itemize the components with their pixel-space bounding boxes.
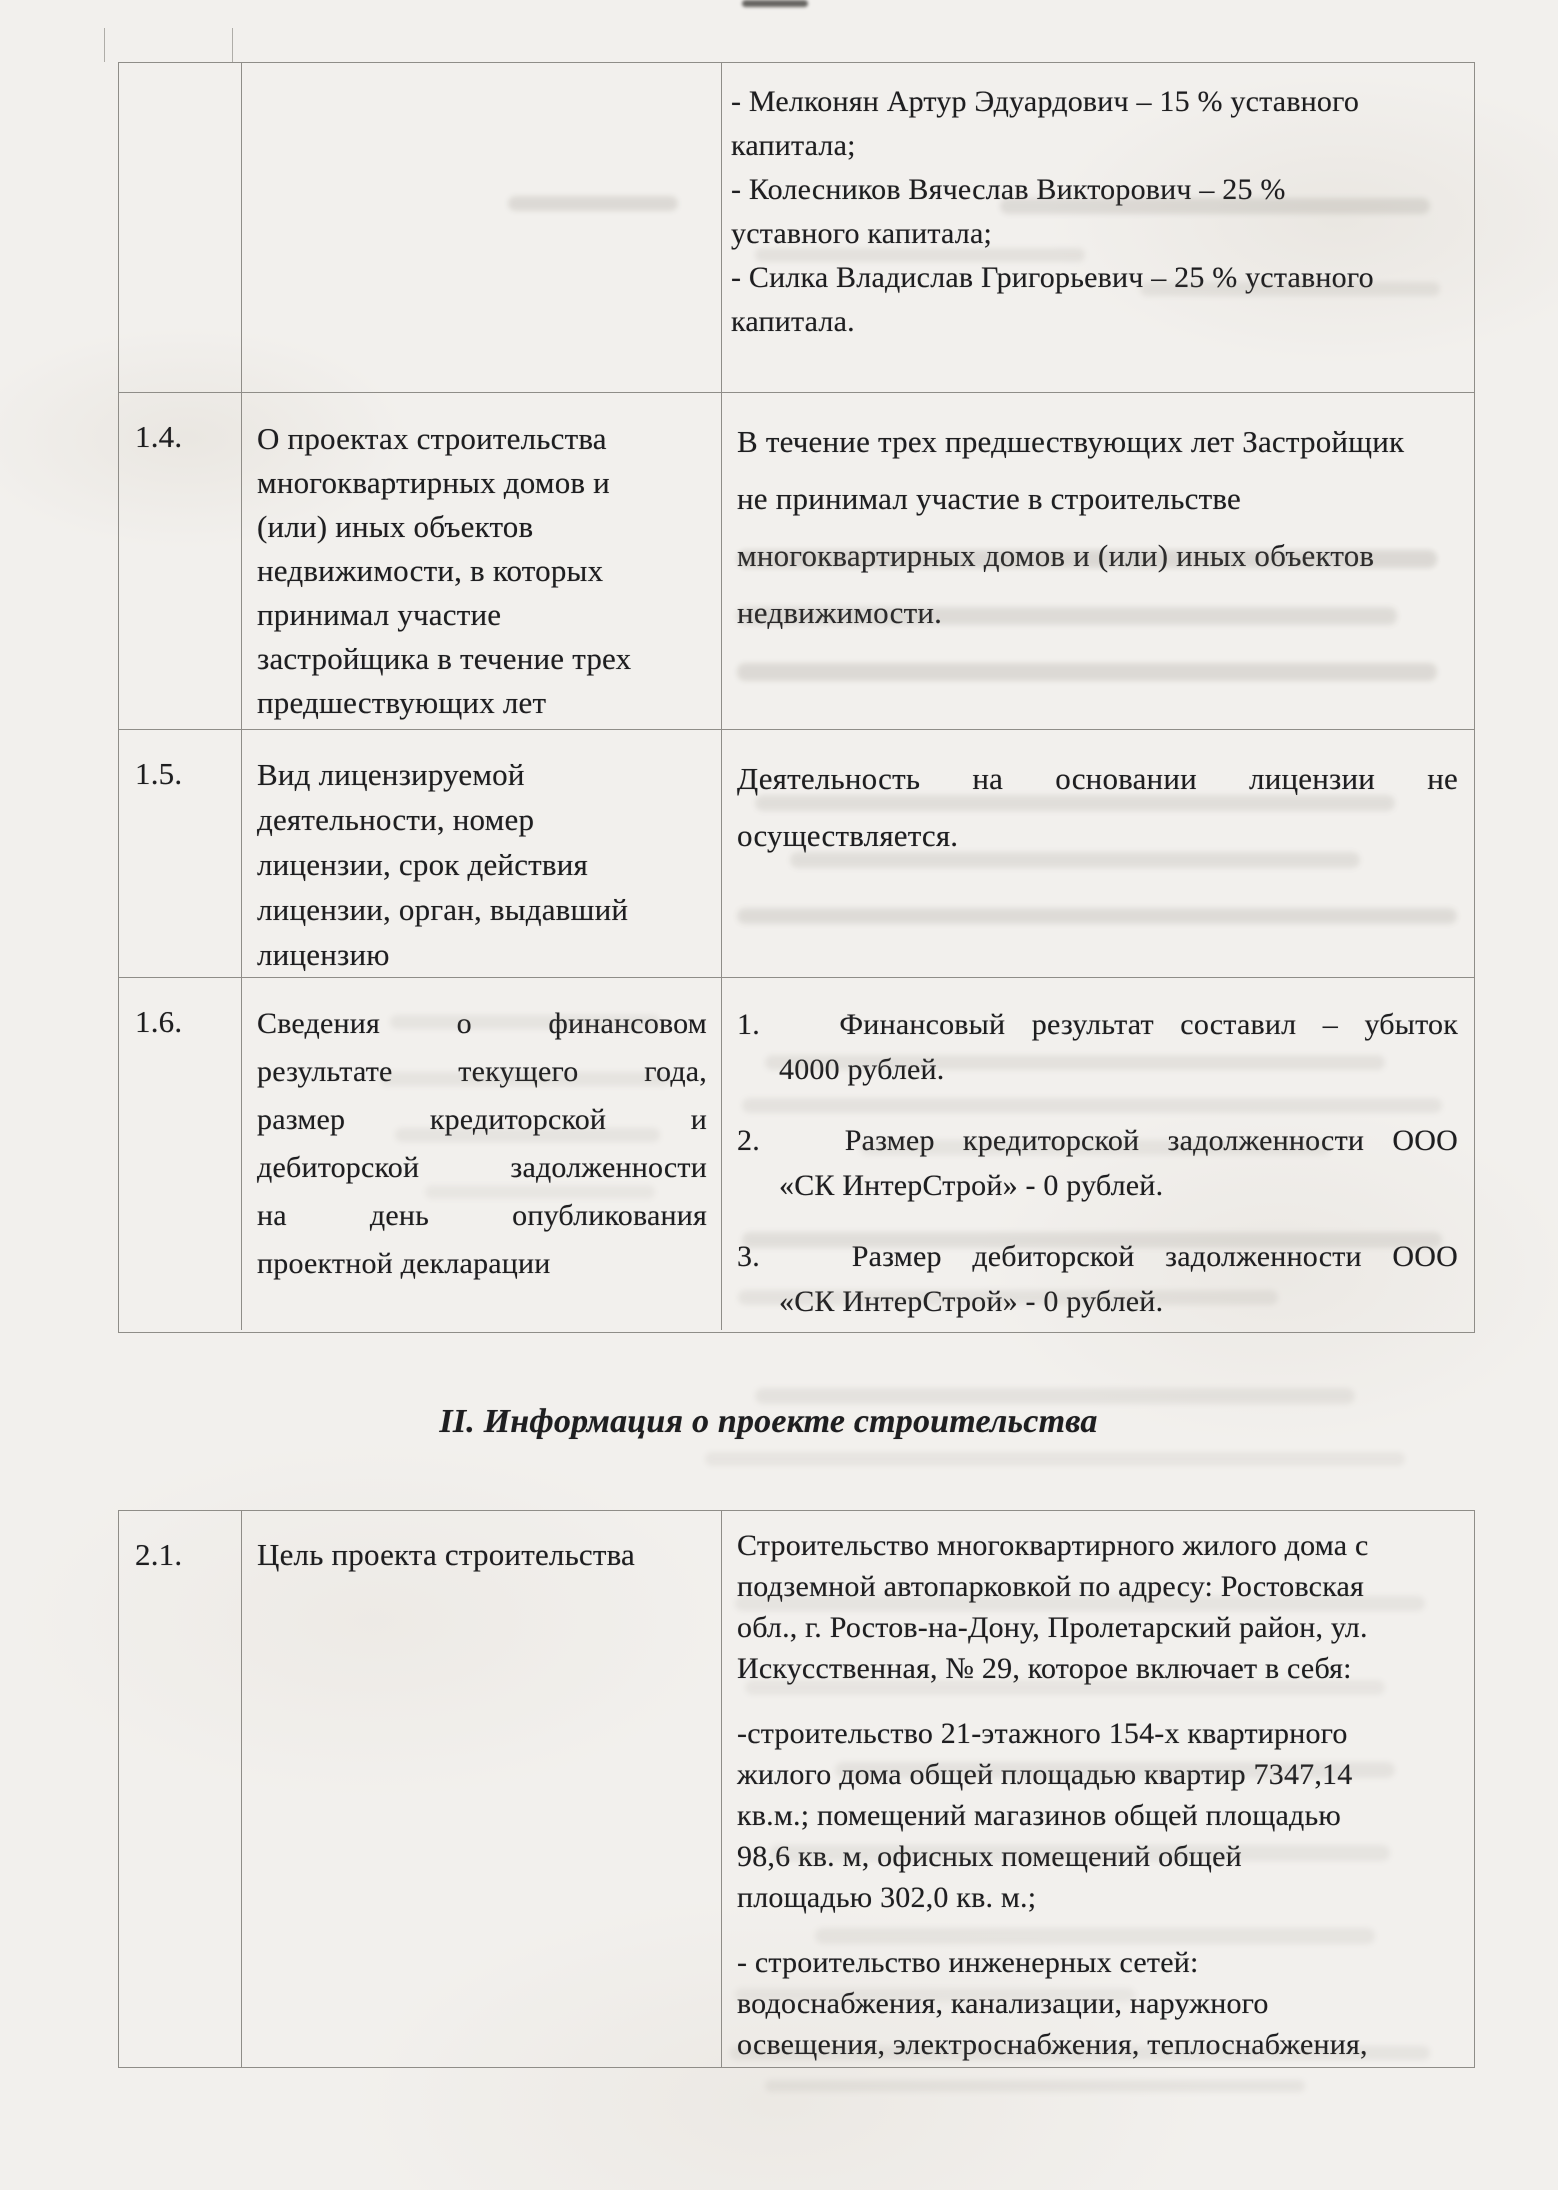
table-row-2-1 bbox=[119, 1511, 1474, 2067]
scan-line-stub-right bbox=[232, 28, 233, 62]
cell-label-empty bbox=[241, 63, 721, 392]
financial-item-1 bbox=[737, 1002, 1458, 1092]
cell-label-license bbox=[241, 730, 721, 977]
scan-smudge-artifact bbox=[742, 0, 808, 7]
text-line: недвижимости. bbox=[737, 595, 943, 630]
text-line: 98,6 кв. м, офисных помещений общей bbox=[737, 1840, 1242, 1873]
text-line: размер кредиторской и bbox=[257, 1103, 707, 1136]
text-line: О проектах строительства bbox=[257, 421, 607, 456]
text-line: результате текущего года, bbox=[257, 1055, 707, 1088]
text-line: лицензии, срок действия bbox=[257, 847, 589, 882]
section-2-heading: II. Информация о проекте строительства bbox=[439, 1402, 1098, 1440]
text-line: подземной автопарковкой по адресу: Ростовская bbox=[737, 1570, 1365, 1603]
text-line: Строительство многоквартирного жилого дома с bbox=[737, 1529, 1369, 1562]
text-line: Сведения о финансовом bbox=[257, 1007, 707, 1040]
bleed-through-artifact bbox=[742, 1232, 1442, 1248]
text-line: 4000 рублей. bbox=[779, 1053, 945, 1086]
cell-label-financial-result bbox=[241, 978, 721, 1330]
text-line: многоквартирных домов и (или) иных объектов bbox=[737, 538, 1375, 573]
bleed-through-artifact bbox=[790, 852, 1360, 868]
bleed-through-artifact bbox=[835, 1762, 1395, 1778]
text-line: уставного капитала; bbox=[731, 217, 993, 250]
row-number: 1.6. bbox=[135, 1004, 183, 1039]
bleed-through-artifact bbox=[390, 1015, 660, 1029]
cell-founders-shares bbox=[721, 63, 1474, 392]
bleed-through-artifact bbox=[755, 795, 1395, 811]
bleed-through-artifact bbox=[742, 1098, 1442, 1113]
text-line: осуществляется. bbox=[737, 818, 959, 853]
bleed-through-artifact bbox=[395, 1128, 660, 1142]
text-line: проектной декларации bbox=[257, 1247, 551, 1280]
bleed-through-artifact bbox=[1140, 282, 1440, 296]
bleed-through-artifact bbox=[738, 1290, 1278, 1305]
text-line: застройщика в течение трех bbox=[257, 641, 632, 676]
text-line: - Мелконян Артур Эдуардович – 15 % уставного bbox=[731, 85, 1360, 118]
bleed-through-artifact bbox=[730, 2046, 1430, 2060]
text-line: капитала; bbox=[731, 129, 856, 162]
bleed-through-artifact bbox=[705, 1452, 1405, 1466]
text-line: обл., г. Ростов-на-Дону, Пролетарский район, ул. bbox=[737, 1611, 1368, 1644]
text-line: деятельности, номер bbox=[257, 802, 535, 837]
bleed-through-artifact bbox=[737, 607, 1397, 625]
text-line: Вид лицензируемой bbox=[257, 757, 525, 792]
text-line: - строительство инженерных сетей: bbox=[737, 1946, 1199, 1979]
bleed-through-artifact bbox=[860, 1140, 1330, 1155]
text-line: - Силка Владислав Григорьевич – 25 % уставного bbox=[731, 261, 1374, 294]
text-line: Деятельность на основании лицензии не bbox=[737, 761, 1458, 796]
table-row-founders-continued bbox=[119, 63, 1474, 392]
text-line: «СК ИнтерСтрой» - 0 рублей. bbox=[779, 1285, 1164, 1318]
text-line: недвижимости, в которых bbox=[257, 553, 604, 588]
text-line: «СК ИнтерСтрой» - 0 рублей. bbox=[779, 1169, 1164, 1202]
bleed-through-artifact bbox=[508, 196, 678, 211]
bleed-through-artifact bbox=[815, 1928, 1375, 1944]
text-line: капитала. bbox=[731, 305, 855, 338]
bleed-through-artifact bbox=[737, 663, 1437, 681]
row-number: 2.1. bbox=[135, 1537, 183, 1572]
scan-line-stub-left bbox=[104, 28, 105, 62]
section-2-heading-band bbox=[118, 1333, 1475, 1510]
text-line: -строительство 21-этажного 154-х квартирного bbox=[737, 1717, 1348, 1750]
text-line: В течение трех предшествующих лет Застройщик bbox=[737, 424, 1405, 459]
bleed-through-artifact bbox=[770, 1845, 1390, 1861]
text-line: дебиторской задолженности bbox=[257, 1151, 707, 1184]
text-line: лицензию bbox=[257, 937, 390, 972]
bleed-through-artifact bbox=[765, 2080, 1305, 2092]
text-line: Искусственная, № 29, которое включает в себя: bbox=[737, 1652, 1352, 1685]
row-number: 1.5. bbox=[135, 756, 183, 791]
bleed-through-artifact bbox=[1000, 198, 1430, 214]
bleed-through-artifact bbox=[755, 1388, 1355, 1404]
financial-item-2 bbox=[737, 1118, 1458, 1208]
cell-number-empty bbox=[119, 63, 241, 392]
bleed-through-artifact bbox=[745, 1680, 1385, 1695]
bleed-through-artifact bbox=[380, 1072, 670, 1086]
text-line: 3. Размер дебиторской задолженности ООО bbox=[737, 1240, 1458, 1273]
text-line: - Колесников Вячеслав Викторович – 25 % bbox=[731, 173, 1286, 206]
text-line: освещения, электроснабжения, теплоснабжения, bbox=[737, 2028, 1368, 2061]
text-line: принимал участие bbox=[257, 597, 502, 632]
text-line: кв.м.; помещений магазинов общей площадью bbox=[737, 1799, 1341, 1832]
text-line: многоквартирных домов и bbox=[257, 465, 610, 500]
text-line: на день опубликования bbox=[257, 1199, 707, 1232]
cell-value-project-goal bbox=[721, 1511, 1474, 2067]
row-number: 1.4. bbox=[135, 419, 183, 454]
declaration-table-lower bbox=[118, 1510, 1475, 2068]
goal-paragraph-building bbox=[737, 1713, 1460, 1918]
bleed-through-artifact bbox=[735, 1988, 1135, 2002]
text-line: 1. Финансовый результат составил – убыток bbox=[737, 1008, 1458, 1041]
cell-label-projects-history bbox=[241, 393, 721, 729]
bleed-through-artifact bbox=[737, 550, 1437, 568]
bleed-through-artifact bbox=[425, 1185, 655, 1199]
bleed-through-artifact bbox=[765, 1055, 1385, 1070]
text-line: площадью 302,0 кв. м.; bbox=[737, 1881, 1037, 1914]
text-line: жилого дома общей площадью квартир 7347,14 bbox=[737, 1758, 1353, 1791]
text-line: предшествующих лет bbox=[257, 685, 547, 720]
text-line: водоснабжения, канализации, наружного bbox=[737, 1987, 1269, 2020]
bleed-through-artifact bbox=[737, 908, 1457, 924]
text-line: не принимал участие в строительстве bbox=[737, 481, 1241, 516]
text-line: (или) иных объектов bbox=[257, 509, 534, 544]
cell-label-project-goal: Цель проекта строительства bbox=[241, 1511, 721, 2067]
text-line: 2. Размер кредиторской задолженности ООО bbox=[737, 1124, 1458, 1157]
text-line: лицензии, орган, выдавший bbox=[257, 892, 629, 927]
bleed-through-artifact bbox=[735, 1596, 1425, 1611]
bleed-through-artifact bbox=[755, 248, 1085, 262]
